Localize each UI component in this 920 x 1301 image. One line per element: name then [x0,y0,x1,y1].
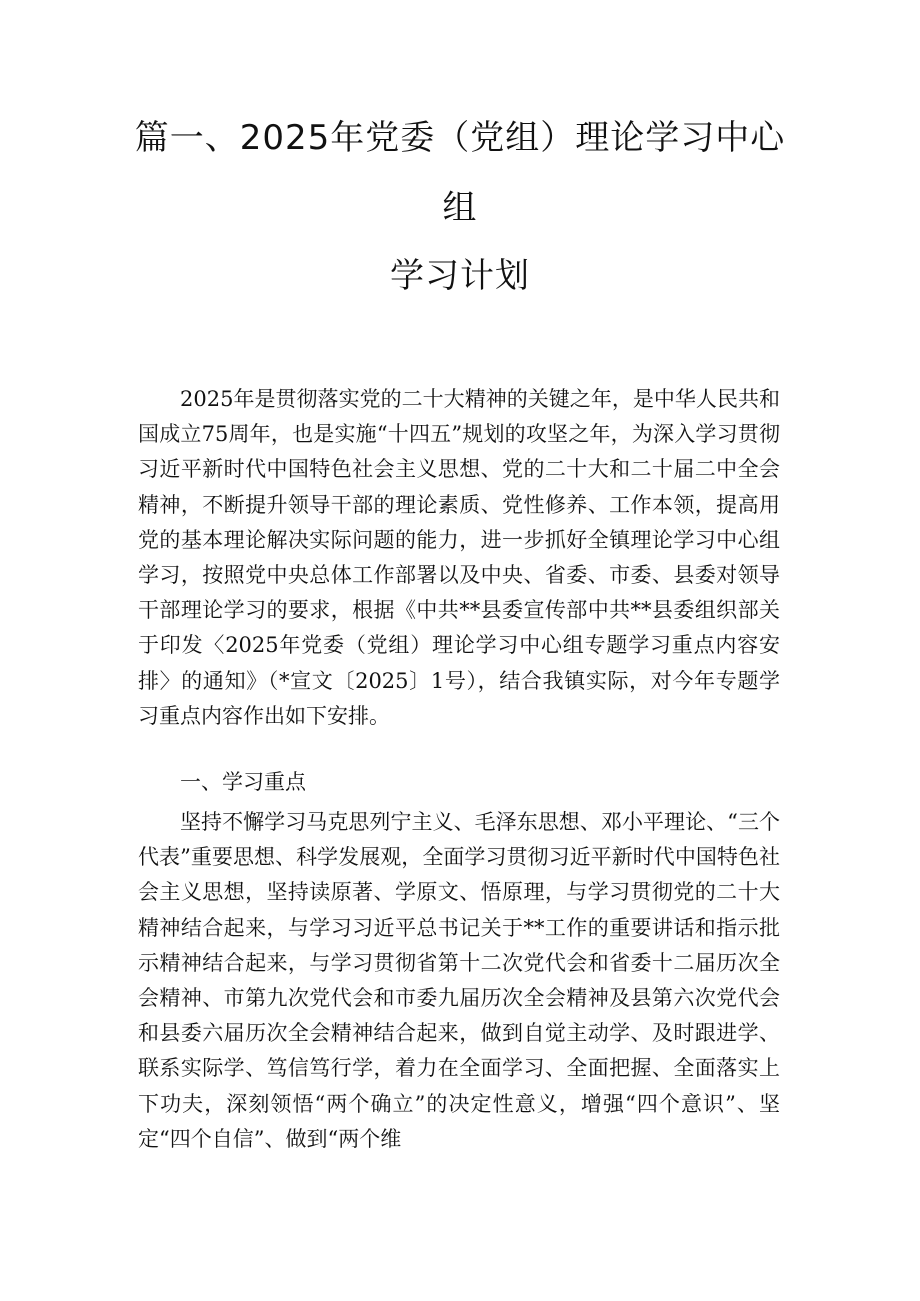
section-heading-study-focus: 一、学习重点 [180,770,306,794]
document-title-line-2: 组 [442,188,478,228]
study-focus-paragraph: 坚持不懈学习马克思列宁主义、毛泽东思想、邓小平理论、“三个代表”重要思想、科学发展观，全面学习贯彻习近平新时代中国特色社会主义思想，坚持读原著、学原文、悟原理，与学习贯彻党的二十大精神结合起来，与学习习近平总书记关于**工作的重要讲话和指示批示精神结合起来，与学习贯彻省第十二次党代会和省委十二届历次全会精神、市第九次党代会和市委九届历次全会精神及县第六次党代会和县委六届历次全会精神结合起来，做到自觉主动学、及时跟进学、联系实际学、笃信笃行学，着力在全面学习、全面把握、全面落实上下功夫，深刻领悟“两个确立”的决定性意义，增强“四个意识”、坚定“四个自信”、做到“两个维 [138,810,780,1151]
document-title-line-3: 学习计划 [390,256,530,296]
document-title-line-1: 篇一、2025年党委（党组）理论学习中心 [134,118,786,158]
intro-paragraph: 2025年是贯彻落实党的二十大精神的关键之年，是中华人民共和国成立75周年，也是实施“十四五”规划的攻坚之年，为深入学习贯彻习近平新时代中国特色社会主义思想、党的二十大和二十届二中全会精神，不断提升领导干部的理论素质、党性修养、工作本领，提高用党的基本理论解决实际问题的能力，进一步抓好全镇理论学习中心组学习，按照党中央总体工作部署以及中央、省委、市委、县委对领导干部理论学习的要求，根据《中共**县委宣传部中共**县委组织部关于印发〈2025年党委（党组）理论学习中心组专题学习重点内容安排〉的通知》（*宣文〔2025〕1号），结合我镇实际，对今年专题学习重点内容作出如下安排。 [138,387,780,728]
